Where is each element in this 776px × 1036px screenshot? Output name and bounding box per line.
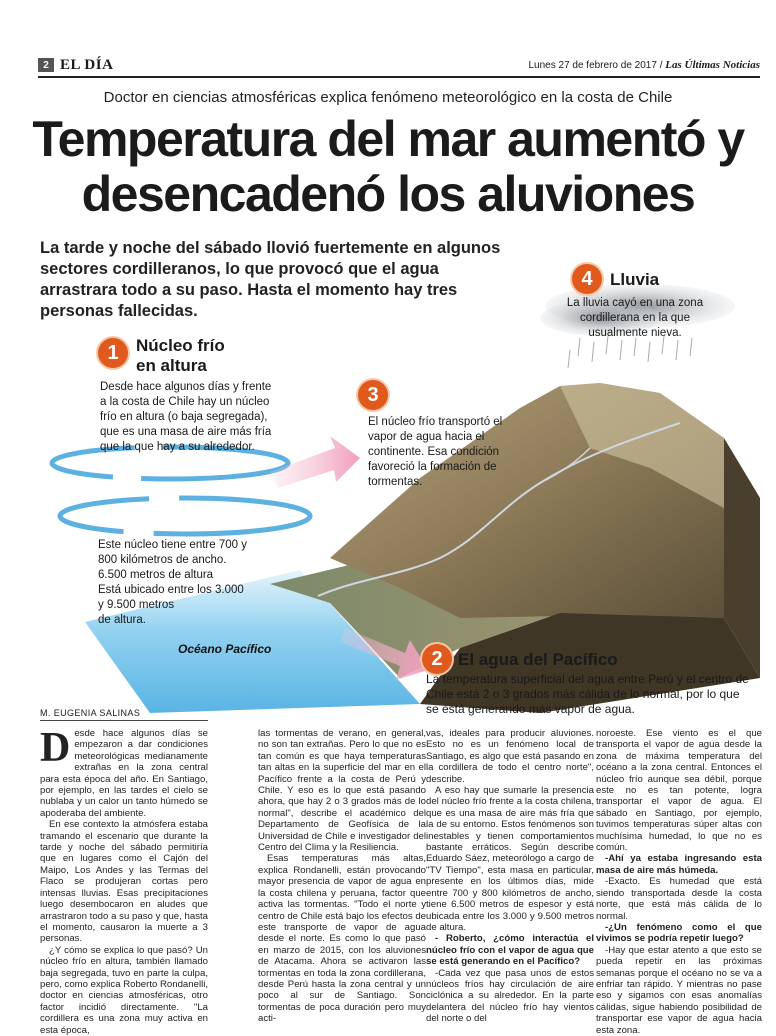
- interview-answer: -Hay que estar atento a que esto se pueda repetir en las próximas semanas porque el océano no se va a enfriar tan rápido. Y mientras no pase eso y sigamos con esas anomalías cálidas, sigue habiendo posibilidad de transportar ese vapor de agua hacia esta zona.: [596, 944, 762, 1036]
- paragraph: las tormentas de verano, en general, no son tan extrañas. Pero lo que no es tan común es que haya temperaturas tan altas en la superficie del mar en el Pacífico frente a la costa de Perú y Chile. Y eso es lo que está pasando ahora, que hay 2 o 3 grados más de lo normal", describe el académico del Departamento de Geofísica de la Universidad de Chile e investigador del Centro del Clima y la Resiliencia.: [258, 728, 426, 854]
- step-1-badge: 1: [98, 338, 128, 368]
- step-1-dimensions-line-1: Este núcleo tiene entre 700 y: [98, 539, 247, 551]
- step-1-dimensions-line-4: Está ubicado entre los 3.000: [98, 584, 244, 596]
- paragraph: noroeste. Ese viento es el que transporta el vapor de agua desde la zona de máxima temperatura del océano a la zona central. Entonces el núcleo frío aunque sea débil, porque este no es tan potente, logra transportar el vapor de agua. El sábado en Santiago, por ejemplo, tuvimos temperaturas súper altas con muchísima humedad, lo que no es común.: [596, 728, 762, 854]
- paragraph: [40, 725, 208, 819]
- step-1-dimensions-line-2: 800 kilómetros de ancho.: [98, 554, 227, 566]
- paragraph: A eso hay que sumarle la presencia del núcleo frío frente a la costa chilena, que es una masa de aire más fría que la de su entorno. Estos fenómenos son inestables y tienen comportamientos bastante erráticos. Según describe Eduardo Sáez, meteorólogo a cargo de "TV Tiempo", esta masa en particular, presente en los últimos días, mide entre 700 y 800 kilómetros de ancho, tiene 6.500 metros de espesor y está ubicada entre los 3.000 y 9.500 metros de altura.: [426, 785, 594, 933]
- step-1-dimensions-line-5: y 9.500 metros: [98, 599, 175, 611]
- ocean-label: Océano Pacífico: [178, 642, 272, 656]
- arrow-vapor-transport: [270, 436, 360, 488]
- paragraph: Esas temperaturas más altas, explica Rondanelli, están provocando mayor presencia de vapor de agua en la costa chilena y peruana, factor que activa las tormentas. "Todo el norte y centro de Chile está bajo los efectos de este transporte de vapor de agua desde el norte. Es como lo que pasó en marzo de 2015, con los aluviones de Atacama. Ahora se activaron las tormentas en toda la zona cordillerana, desde Perú hasta la zona central y un poco al sur de Santiago. Son tormentas de poca duración pero muy acti-: [258, 853, 426, 1025]
- paragraph: ¿Y cómo se explica lo que pasó? Un núcleo frío en altura, también llamado baja segregada, tuvo en parte la culpa, pero, como explica Roberto Rondanelli, doctor en ciencias atmosféricas, otro factor incidió directamente. "La cordillera es una zona muy activa en esta época,: [40, 944, 208, 1036]
- paragraph: vas, ideales para producir aluviones. Esto no es un fenómeno local de Santiago, es algo que está pasando en la cordillera de todo el centro norte", describe.: [426, 728, 594, 785]
- paragraph: En ese contexto la atmósfera estaba tramando el escenario que durante la tarde y noche del sábado permitiría que en lugares como el Cajón del Maipo, Los Andes y las Termas del Flaco se produjeran cortas pero intensas lluvias. Esas precipitaciones luego desembocaron en aludes que arrastraron todo a su paso y que, hasta el momento, causaron la muerte a 3 personas.: [40, 819, 208, 945]
- header-dateline: [528, 59, 760, 71]
- step-1-text: Desde hace algunos días y frente a la costa de Chile hay un núcleo frío en altura (o baja segregada), que es una masa de aire más fría que la que hay a su alrededor.: [100, 381, 272, 453]
- lede: La tarde y noche del sábado llovió fuertemente en algunos sectores cordilleranos, lo que provocó que el agua arrastrara todo a su paso. Hasta el momento hay tres personas fallecidas.: [40, 239, 501, 320]
- step-3-badge: 3: [358, 380, 388, 410]
- step-1-title-line-1: Núcleo frío: [136, 336, 225, 355]
- step-4-text: La lluvia cayó en una zona cordillerana en la que usualmente nieva.: [566, 297, 704, 339]
- article-column-3: [426, 728, 594, 1025]
- headline: [0, 112, 776, 222]
- step-4-title: Lluvia: [610, 270, 660, 289]
- headline-line-1: Temperatura del mar aumentó y: [32, 111, 744, 167]
- page-number: 2: [38, 58, 54, 72]
- article-column-2: [258, 728, 426, 1025]
- kicker: Doctor en ciencias atmosféricas explica fenómeno meteorológico en la costa de Chile: [103, 89, 673, 106]
- section-name: EL DÍA: [60, 56, 114, 73]
- circulation-ring-bottom: [60, 498, 310, 534]
- step-2-badge: 2: [422, 644, 452, 674]
- dropcap: D: [40, 725, 71, 771]
- step-2-text: La temperatura superficial del agua entre Perú y el centro de Chile está 2 o 3 grados más cálida de lo normal, por lo que se está generando más vapor de agua.: [426, 672, 749, 716]
- page-header: [38, 56, 760, 74]
- step-3-text: El núcleo frío transportó el vapor de agua hacia el continente. Esa condición favoreció la formación de tormentas.: [368, 416, 503, 488]
- paragraph-text: esde hace algunos días se empezaron a dar condiciones meteorológicas medianamente extrañas en la zona central para esta época del año. En Santiago, por ejemplo, en las tardes el cielo se nublaba y un calor un tanto húmedo se apoderaba del ambiente.: [40, 728, 208, 819]
- step-1-dimensions: [98, 538, 278, 628]
- step-1-dimensions-line-3: 6.500 metros de altura: [98, 569, 214, 581]
- step-4-badge: 4: [572, 264, 602, 294]
- article-body: [40, 725, 762, 1036]
- step-1-dimensions-line-6: de altura.: [98, 614, 146, 626]
- interview-question: -Ahí ya estaba ingresando esta masa de aire más húmeda.: [596, 853, 762, 876]
- interview-answer: -Cada vez que pasa unos de estos núcleos fríos hay circulación de aire ciclónica a su alrededor. En la parte delantera del núcleo frío hay vientos del norte o del: [426, 967, 594, 1025]
- issue-date: Lunes 27 de febrero de 2017 /: [528, 60, 663, 71]
- interview-question: - Roberto, ¿cómo interactúa el núcleo frío con el vapor de agua que se está generando en el Pacífico?: [426, 933, 594, 968]
- article-column-1: [40, 725, 208, 1036]
- step-2-title: El agua del Pacífico: [458, 650, 618, 669]
- byline: M. EUGENIA SALINAS: [40, 708, 141, 718]
- newspaper-name: Las Últimas Noticias: [665, 59, 760, 71]
- step-1-title: [136, 336, 225, 376]
- interview-question: -¿Un fenómeno como el que vivimos se podría repetir luego?: [596, 921, 762, 945]
- step-1-title-line-2: en altura: [136, 356, 207, 375]
- infographic: [0, 258, 776, 716]
- header-rule: [38, 76, 760, 78]
- headline-line-2: desencadenó los aluviones: [81, 166, 695, 222]
- article-column-4: [596, 728, 762, 1036]
- byline-rule: [40, 720, 208, 721]
- interview-answer: -Exacto. Es humedad que está siendo transportada desde la costa norte, que está más cálida de lo normal.: [596, 876, 762, 922]
